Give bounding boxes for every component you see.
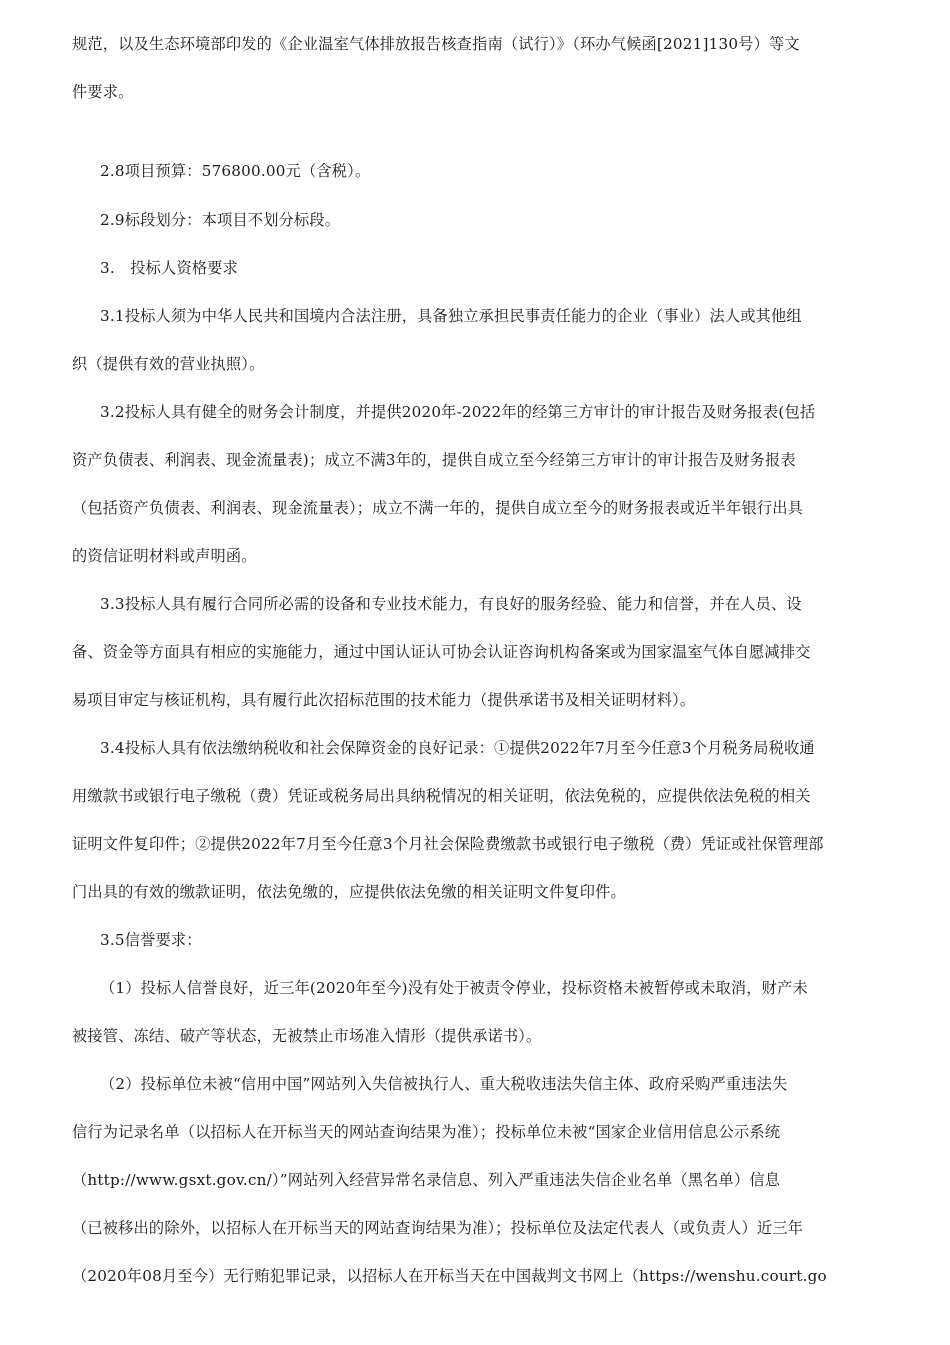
text-line: （1）投标人信誉良好，近三年(2020年至今)没有处于被责令停业，投标资格未被暂停或未取消，财产未 [100,979,808,997]
text-line: （2020年08月至今）无行贿犯罪记录，以招标人在开标当天在中国裁判文书网上（https://wenshu.court.go [72,1267,827,1285]
text-line: （http://www.gsxt.gov.cn/）”网站列入经营异常名录信息、列入严重违法失信企业名单（黑名单）信息 [72,1171,781,1189]
text-line: 证明文件复印件；②提供2022年7月至今任意3个月社会保险费缴款书或银行电子缴税（费）凭证或社保管理部 [72,835,824,853]
text-line: 备、资金等方面具有相应的实施能力，通过中国认证认可协会认证咨询机构备案或为国家温室气体自愿减排交 [72,643,811,661]
text-line: 3.5信誉要求： [100,931,202,949]
text-line: 用缴款书或银行电子缴税（费）凭证或税务局出具纳税情况的相关证明，依法免税的，应提供依法免税的相关 [72,787,811,805]
text-line: 资产负债表、利润表、现金流量表)；成立不满3年的，提供自成立至今经第三方审计的审计报告及财务报表 [72,451,796,469]
text-line: 3.3投标人具有履行合同所必需的设备和专业技术能力，有良好的服务经验、能力和信誉，并在人员、设 [100,595,802,613]
text-line: （2）投标单位未被“信用中国”网站列入失信被执行人、重大税收违法失信主体、政府采购严重违法失 [100,1075,788,1093]
text-line: 3.2投标人具有健全的财务会计制度，并提供2020年-2022年的经第三方审计的审计报告及财务报表(包括 [100,403,816,421]
budget-line: 2.8项目预算：576800.00元（含税）。 [100,162,371,180]
text-line: （已被移出的除外，以招标人在开标当天的网站查询结果为准）；投标单位及法定代表人（或负责人）近三年 [72,1219,803,1237]
text-line: 3.4投标人具有依法缴纳税收和社会保障资金的良好记录：①提供2022年7月至今任意3个月税务局税收通 [100,739,815,757]
text-line: 信行为记录名单（以招标人在开标当天的网站查询结果为准）；投标单位未被“国家企业信用信息公示系统 [72,1123,781,1141]
section-division-line: 2.9标段划分：本项目不划分标段。 [100,211,341,229]
text-line: 规范，以及生态环境部印发的《企业温室气体排放报告核查指南（试行）》（环办气候函[2021]130号）等文 [72,35,800,53]
text-line: 3.1投标人须为中华人民共和国境内合法注册，具备独立承担民事责任能力的企业（事业）法人或其他组 [100,307,802,325]
text-line: 易项目审定与核证机构，具有履行此次招标范围的技术能力（提供承诺书及相关证明材料）。 [72,691,696,709]
text-line: （包括资产负债表、利润表、现金流量表）；成立不满一年的，提供自成立至今的财务报表或近半年银行出具 [72,499,803,517]
text-line: 件要求。 [72,83,134,101]
section-heading: 3. 投标人资格要求 [100,259,238,277]
text-line: 门出具的有效的缴款证明，依法免缴的，应提供依法免缴的相关证明文件复印件。 [72,883,626,901]
text-line: 的资信证明材料或声明函。 [72,547,257,565]
text-line: 被接管、冻结、破产等状态，无被禁止市场准入情形（提供承诺书）。 [72,1027,542,1045]
text-line: 织（提供有效的营业执照）。 [72,355,265,373]
